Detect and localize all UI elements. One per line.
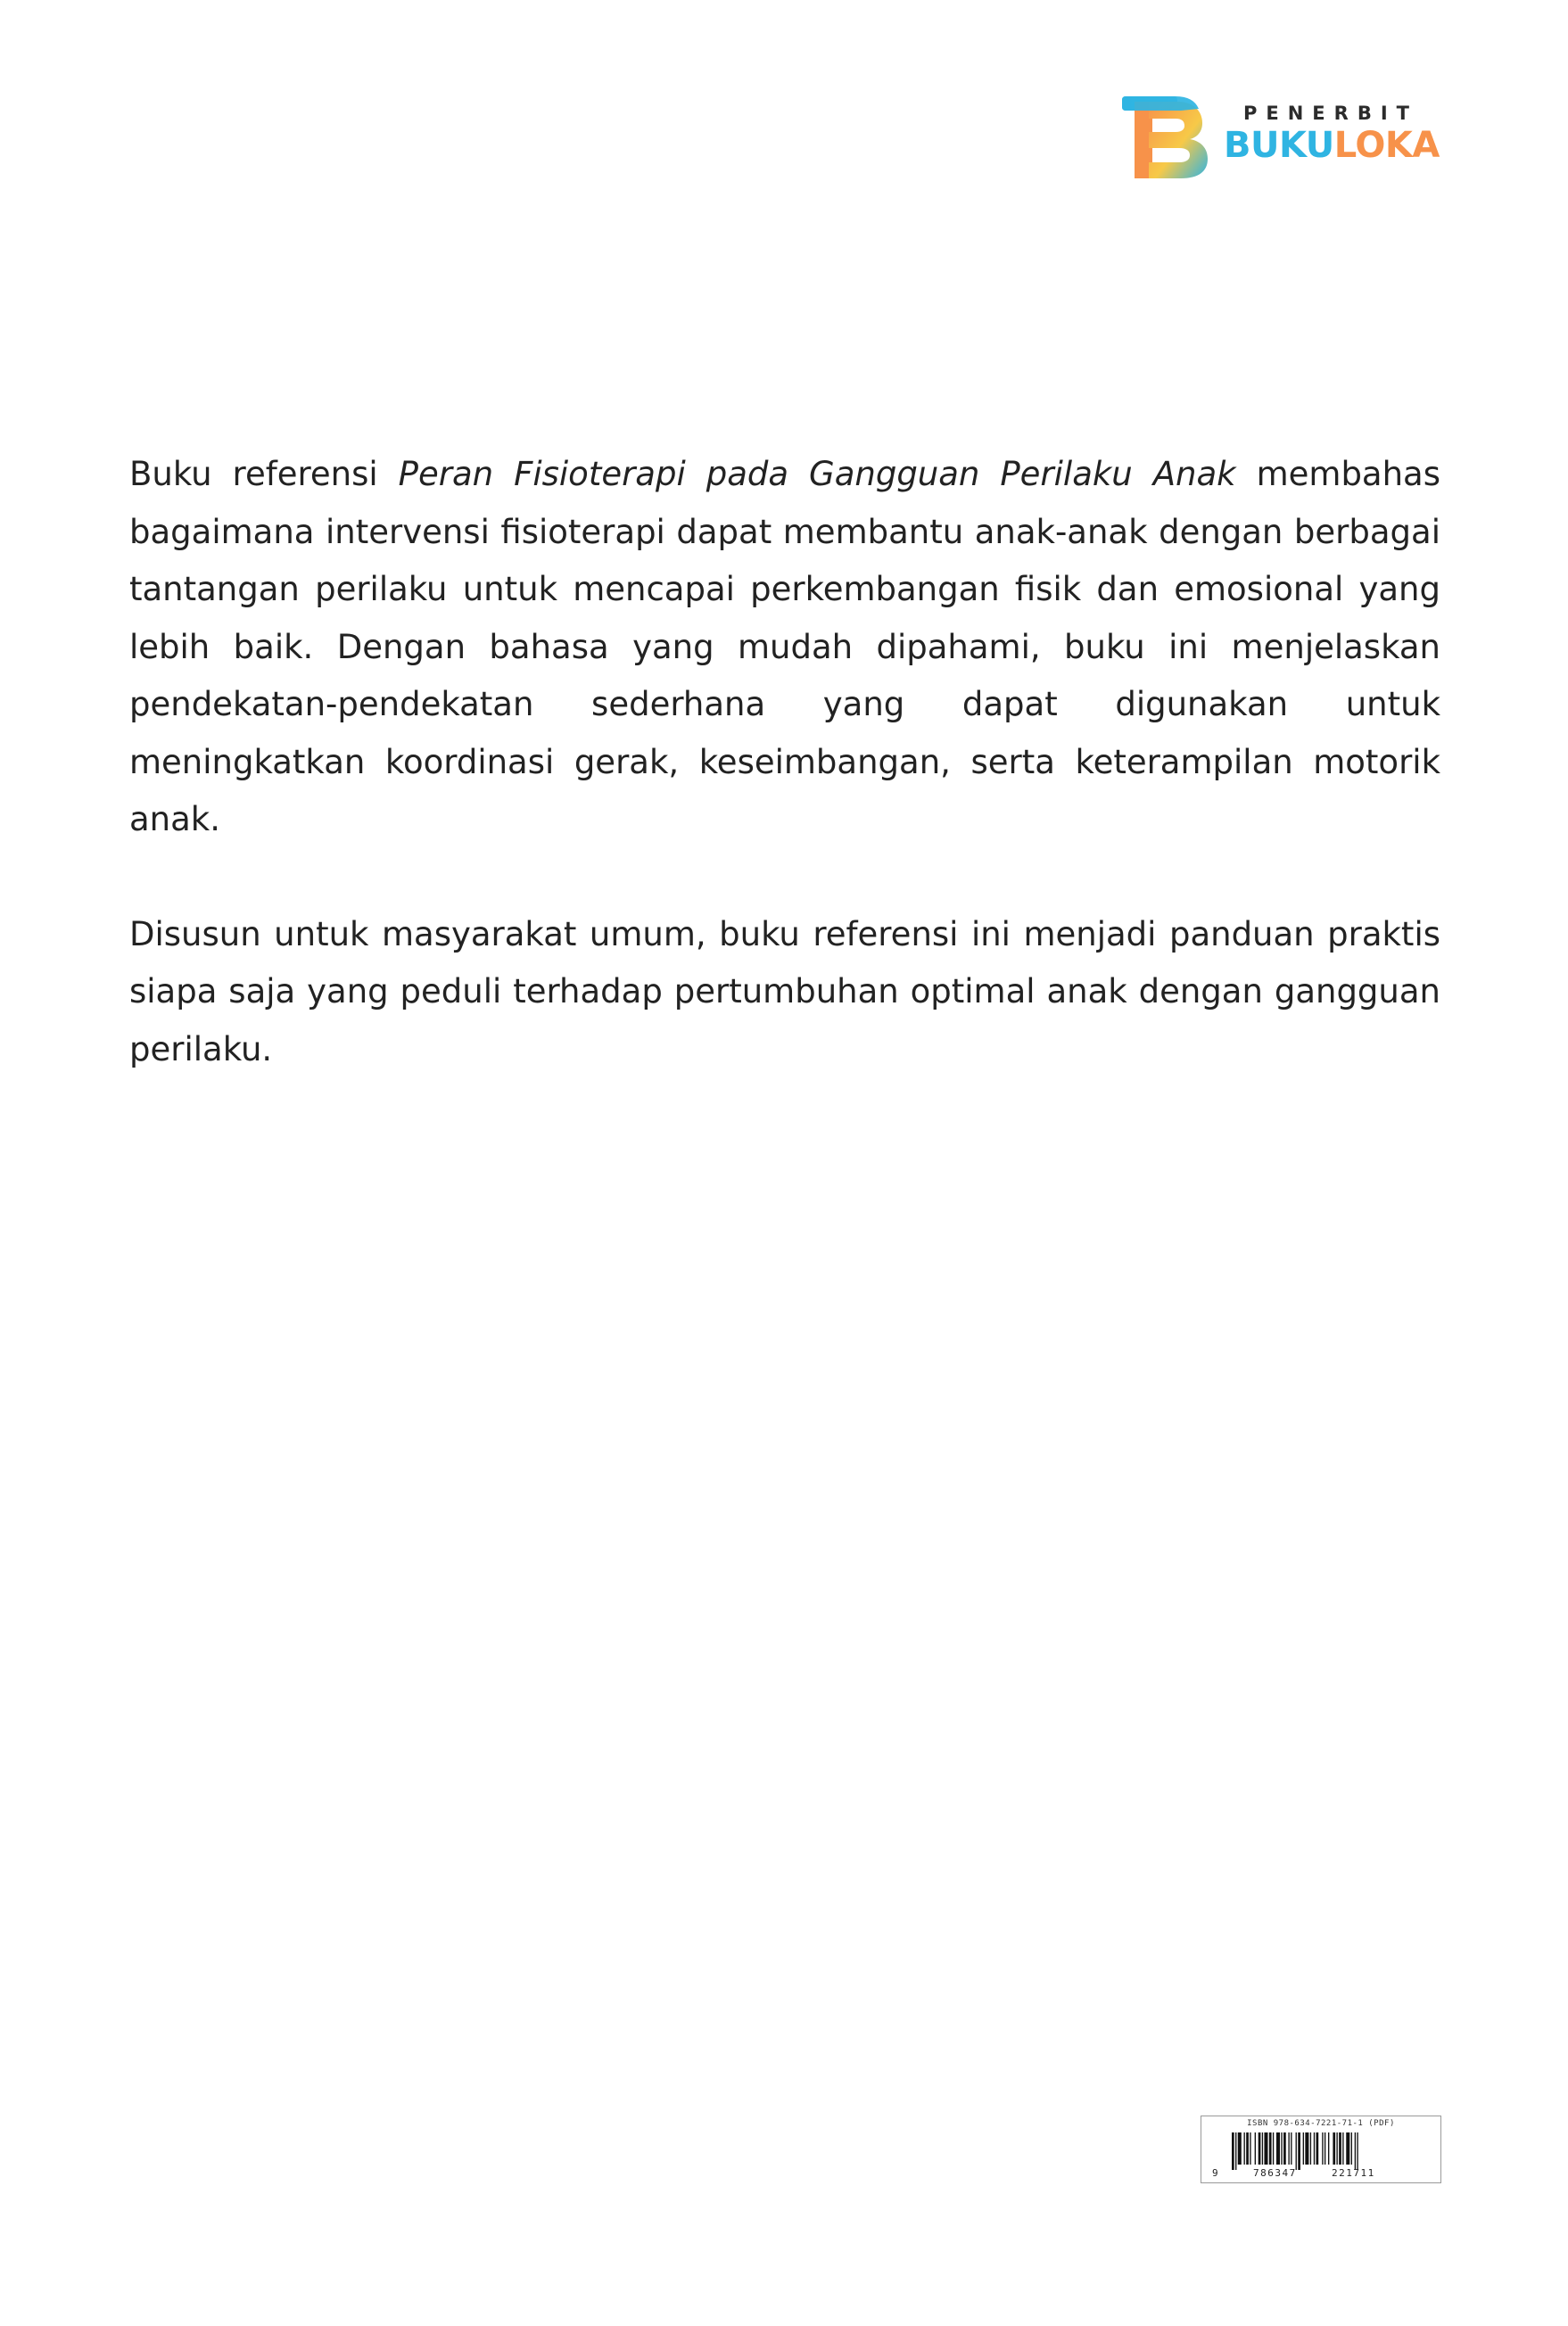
barcode-bar bbox=[1246, 2132, 1249, 2165]
barcode-bar bbox=[1281, 2132, 1282, 2165]
barcode-bar bbox=[1310, 2132, 1311, 2165]
publisher-label-penerbit: PENERBIT bbox=[1243, 103, 1418, 124]
publisher-logo bbox=[1122, 96, 1443, 178]
barcode-bar bbox=[1255, 2132, 1256, 2165]
isbn-label: ISBN 978-634-7221-71-1 (PDF) bbox=[1247, 2119, 1395, 2128]
barcode-bar bbox=[1291, 2132, 1292, 2165]
blurb-p1-intro: Buku referensi bbox=[129, 455, 399, 493]
barcode-bar bbox=[1296, 2132, 1297, 2170]
barcode-bars-icon bbox=[1232, 2132, 1408, 2170]
barcode-bar bbox=[1305, 2132, 1308, 2165]
barcode-bar bbox=[1339, 2132, 1341, 2165]
barcode-bar bbox=[1262, 2132, 1263, 2165]
book-title: Peran Fisioterapi pada Gangguan Perilaku Anak bbox=[398, 455, 1236, 493]
barcode-bar bbox=[1298, 2132, 1300, 2170]
barcode-bar bbox=[1355, 2132, 1356, 2170]
blurb-paragraph-1 bbox=[129, 446, 1440, 849]
barcode-bar bbox=[1276, 2132, 1280, 2165]
isbn-barcode bbox=[1201, 2116, 1441, 2183]
publisher-name-loka: LOKA bbox=[1333, 125, 1440, 166]
barcode-bar bbox=[1232, 2132, 1234, 2170]
barcode-bar bbox=[1283, 2132, 1286, 2165]
barcode-digits-right: 221711 bbox=[1332, 2167, 1375, 2179]
publisher-name-buku: BUKU bbox=[1224, 125, 1334, 166]
barcode-bar bbox=[1316, 2132, 1319, 2165]
barcode-bar bbox=[1342, 2132, 1343, 2165]
blurb-p1-body: membahas bagaimana intervensi fisioterapi dapat membantu anak-anak dengan berbagai tantangan perilaku untuk mencapai perkembangan fisik dan emosional yang lebih baik. Dengan bahasa yang mudah dipahami, buku ini menjelaskan pendekatan-pendekatan sederhana yang dapat digunakan untuk meningkatkan koordinasi gerak, keseimbangan, serta keterampilan motorik anak. bbox=[129, 455, 1441, 838]
barcode-bar bbox=[1303, 2132, 1304, 2165]
barcode-bar bbox=[1346, 2132, 1349, 2165]
barcode-bar bbox=[1322, 2132, 1323, 2165]
barcode-bar bbox=[1351, 2132, 1352, 2165]
barcode-bar bbox=[1273, 2132, 1274, 2165]
barcode-bar bbox=[1314, 2132, 1315, 2165]
publisher-wordmark bbox=[1224, 102, 1447, 166]
publisher-name bbox=[1224, 125, 1447, 166]
barcode-bar bbox=[1269, 2132, 1272, 2165]
bukuloka-b-logo-icon bbox=[1122, 96, 1211, 178]
back-cover-blurb bbox=[129, 446, 1440, 1078]
barcode-bar bbox=[1244, 2132, 1245, 2165]
barcode-bar bbox=[1288, 2132, 1289, 2165]
blurb-paragraph-2: Disusun untuk masyarakat umum, buku referensi ini menjadi panduan praktis siapa saja yang peduli terhadap pertumbuhan optimal anak dengan gangguan perilaku. bbox=[129, 914, 1440, 1068]
barcode-digit-first: 9 bbox=[1212, 2167, 1218, 2179]
barcode-bar bbox=[1357, 2132, 1358, 2170]
barcode-bar bbox=[1328, 2132, 1329, 2165]
barcode-bar bbox=[1235, 2132, 1236, 2170]
barcode-bar bbox=[1238, 2132, 1242, 2165]
barcode-bar bbox=[1264, 2132, 1267, 2165]
barcode-bar bbox=[1336, 2132, 1337, 2165]
barcode-digits-left: 786347 bbox=[1253, 2167, 1297, 2179]
barcode-bar bbox=[1259, 2132, 1261, 2165]
barcode-bar bbox=[1333, 2132, 1335, 2165]
